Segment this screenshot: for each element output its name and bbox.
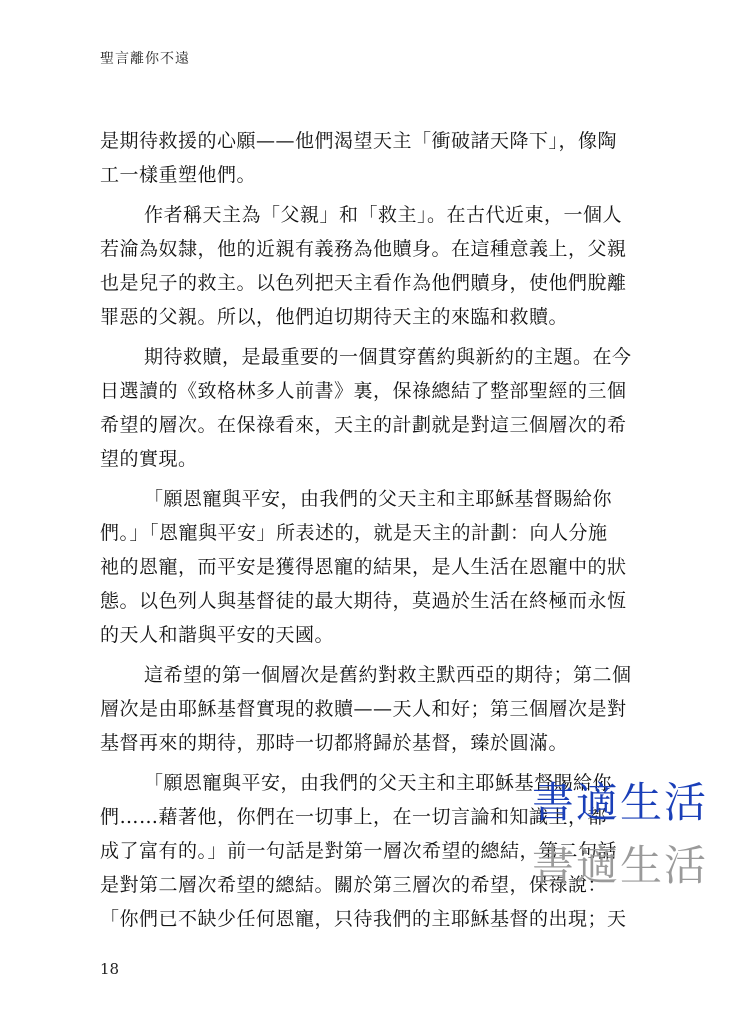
- text-line: 若淪為奴隸，他的近親有義務為他贖身。在這種意義上，父親: [100, 238, 627, 260]
- paragraph: [100, 658, 632, 760]
- text-line: 是對第二層次希望的總結。關於第三層次的希望，保祿說：: [100, 874, 608, 896]
- text-line: 作者稱天主為「父親」和「救主」。在古代近東，一個人: [144, 204, 623, 226]
- text-line: 也是兒子的救主。以色列把天主看作為他們贖身，使他們脫離: [100, 272, 627, 294]
- text-line: 這希望的第一個層次是舊約對救主默西亞的期待；第二個: [144, 664, 632, 686]
- text-line: 「你們已不缺少任何恩寵，只待我們的主耶穌基督的出現；天: [100, 908, 627, 930]
- text-line: 日選讀的《致格林多人前書》裏，保祿總結了整部聖經的三個: [100, 380, 627, 402]
- watermark-gray: 書適生活: [532, 841, 709, 890]
- text-line: 們……藉著他，你們在一切事上，在一切言論和知識上，都: [100, 806, 608, 828]
- text-line: 工一樣重塑他們。: [100, 164, 257, 186]
- text-line: 希望的層次。在保祿看來，天主的計劃就是對這三個層次的希: [100, 414, 627, 436]
- text-line: 祂的恩寵，而平安是獲得恩寵的結果，是人生活在恩寵中的狀: [100, 556, 627, 578]
- text-line: 們。」「恩寵與平安」所表述的，就是天主的計劃：向人分施: [100, 522, 608, 544]
- text-line: 的天人和諧與平安的天國。: [100, 624, 335, 646]
- text-line: 「願恩寵與平安，由我們的父天主和主耶穌基督賜給你: [144, 488, 613, 510]
- text-line: 「願恩寵與平安，由我們的父天主和主耶穌基督賜給你: [144, 772, 613, 794]
- text-line: 態。以色列人與基督徒的最大期待，莫過於生活在終極而永恆: [100, 590, 627, 612]
- text-line: 基督再來的期待，那時一切都將歸於基督，臻於圓滿。: [100, 732, 569, 754]
- paragraph: [100, 340, 632, 476]
- paragraph: [100, 198, 627, 334]
- page-number: 18: [100, 960, 120, 978]
- text-line: 期待救贖，是最重要的一個貫穿舊約與新約的主題。在今: [144, 346, 632, 368]
- text-line: 罪惡的父親。所以，他們迫切期待天主的來臨和救贖。: [100, 306, 569, 328]
- text-line: 層次是由耶穌基督實現的救贖——天人和好；第三個層次是對: [100, 698, 627, 720]
- text-line: 望的實現。: [100, 448, 198, 470]
- watermark-blue: 書適生活: [532, 778, 709, 827]
- text-line: 是期待救援的心願——他們渴望天主「衝破諸天降下」，像陶: [100, 130, 618, 152]
- text-line: 成了富有的。」前一句話是對第一層次希望的總結，第二句話: [100, 840, 618, 862]
- paragraph: [100, 482, 627, 652]
- running-header: 聖言離你不遠: [100, 51, 190, 67]
- paragraph: [100, 124, 620, 192]
